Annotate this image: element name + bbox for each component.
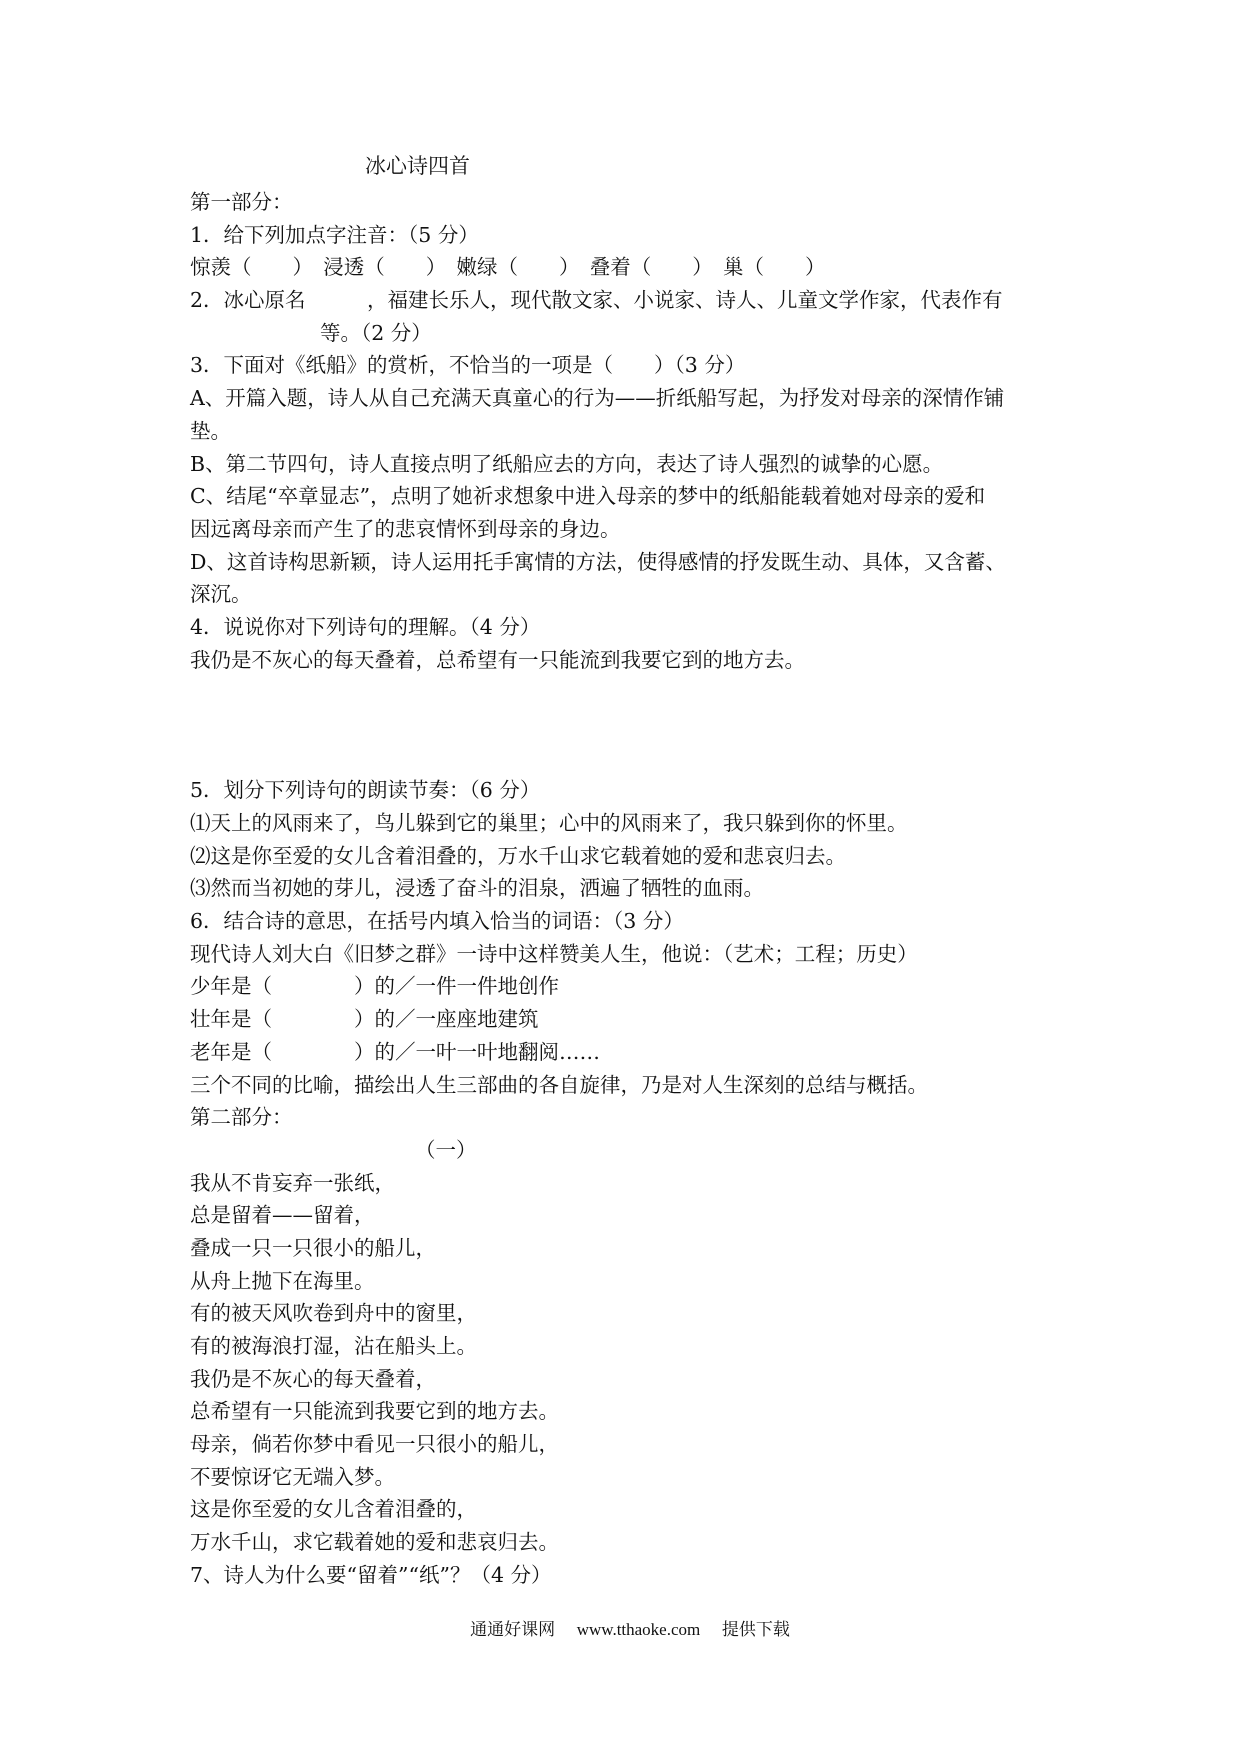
question-4: 4．说说你对下列诗句的理解。（4 分） [190,614,541,639]
question-6: 6．结合诗的意思，在括号内填入恰当的词语：（3 分） [190,909,684,934]
question-1: 1．给下列加点字注音：（5 分） [190,222,479,247]
question-3-option-b: B、第二节四句，诗人直接点明了纸船应去的方向，表达了诗人强烈的诚挚的心愿。 [190,451,944,476]
poem-line: 母亲，倘若你梦中看见一只很小的船儿， [190,1432,559,1457]
document-body [190,186,1070,1592]
footer-url[interactable]: www.tthaoke.com [576,1620,701,1639]
question-1-items: 惊羡（ ） 浸透（ ） 嫩绿（ ） 叠着（ ） 巢（ ） [190,255,826,280]
poem-line: 从舟上抛下在海里。 [190,1268,375,1293]
question-3-option-d-line-2: 深沉。 [190,582,252,607]
question-6-line-1: 少年是（ ）的／一件一件地创作 [190,974,559,999]
poem-line: 总是留着——留着， [190,1203,375,1228]
question-3: 3．下面对《纸船》的赏析，不恰当的一项是（ ）（3 分） [190,353,746,378]
poem-line: 这是你至爱的女儿含着泪叠的， [190,1497,477,1522]
part1-heading: 第一部分： [190,190,293,214]
question-2-line-2: 等。（2 分） [320,320,432,345]
question-5-item-3: ⑶然而当初她的芽儿，浸透了奋斗的泪泉，洒遍了牺牲的血雨。 [190,876,764,901]
question-6-line-3: 老年是（ ）的／一叶一叶地翻阅…… [190,1039,600,1064]
poem-line: 我从不肯妄弃一张纸， [190,1170,395,1195]
poem-line: 我仍是不灰心的每天叠着， [190,1366,436,1391]
document-title: 冰心诗四首 [365,154,470,178]
part2-heading: 第二部分： [190,1105,293,1130]
poem-line: 不要惊讶它无端入梦。 [190,1464,395,1489]
footer-site-name: 通通好课网 [470,1620,556,1640]
poem-line: 叠成一只一只很小的船儿， [190,1235,436,1260]
answer-space [190,676,1070,774]
question-2-line-1: 2．冰心原名 ，福建长乐人，现代散文家、小说家、诗人、儿童文学作家，代表作有 [190,288,1003,313]
poem-line: 有的被海浪打湿，沾在船头上。 [190,1334,477,1358]
page-footer [0,1618,1240,1642]
poem-line: 万水千山，求它载着她的爱和悲哀归去。 [190,1530,559,1555]
question-3-option-a-line-2: 垫。 [190,418,231,443]
question-3-option-c-line-1: C、结尾“卒章显志”，点明了她祈求想象中进入母亲的梦中的纸船能载着她对母亲的爱和 [190,484,986,509]
question-6-line-2: 壮年是（ ）的／一座座地建筑 [190,1007,539,1032]
question-6-intro: 现代诗人刘大白《旧梦之群》一诗中这样赞美人生，他说：（艺术；工程；历史） [190,941,918,966]
question-5-item-2: ⑵这是你至爱的女儿含着泪叠的，万水千山求它载着她的爱和悲哀归去。 [190,843,846,868]
poem-line: 总希望有一只能流到我要它到的地方去。 [190,1399,559,1424]
footer-suffix: 提供下载 [721,1620,790,1640]
question-3-option-c-line-2: 因远离母亲而产生了的悲哀情怀到母亲的身边。 [190,516,621,541]
poem-line: 有的被天风吹卷到舟中的窗里， [190,1301,477,1326]
question-5: 5．划分下列诗句的朗读节奏：（6 分） [190,778,541,803]
question-4-text: 我仍是不灰心的每天叠着，总希望有一只能流到我要它到的地方去。 [190,647,805,672]
question-6-summary: 三个不同的比喻，描绘出人生三部曲的各自旋律，乃是对人生深刻的总结与概括。 [190,1072,928,1097]
question-7: 7、诗人为什么要“留着”“纸”？（4 分） [190,1562,552,1587]
question-3-option-a-line-1: A、开篇入题，诗人从自己充满天真童心的行为——折纸船写起，为抒发对母亲的深情作铺 [190,386,1005,411]
section-one-heading: （一） [415,1137,477,1162]
question-3-option-d-line-1: D、这首诗构思新颖，诗人运用托手寓情的方法，使得感情的抒发既生动、具体，又含蓄、 [190,549,1006,574]
question-5-item-1: ⑴天上的风雨来了，鸟儿躲到它的巢里；心中的风雨来了，我只躲到你的怀里。 [190,811,908,835]
